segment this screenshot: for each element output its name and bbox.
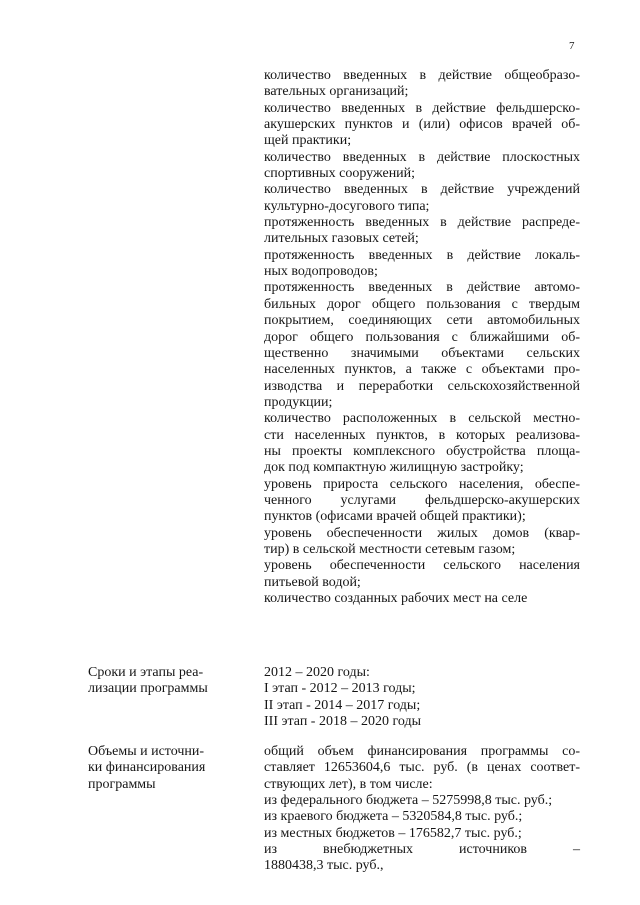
text-line: пунктов (офисами врачей общей практики); xyxy=(264,509,526,525)
text-line: изводства и переработки сельскохозяйственной xyxy=(264,378,580,394)
text-line: из краевого бюджета – 5320584,8 тыс. руб.; xyxy=(264,809,523,825)
text-line: населенных пунктов, а также с объектами про- xyxy=(264,362,580,378)
text-line: дорог общего пользования с ближайшими об- xyxy=(264,329,580,345)
text-line: из федерального бюджета – 5275998,8 тыс. руб.; xyxy=(264,793,553,809)
text-line: уровень обеспеченности жилых домов (квар- xyxy=(264,525,580,541)
terms-value xyxy=(264,665,580,730)
text-line: количество введенных в действие фельдшерско- xyxy=(264,100,580,116)
text-line: программы xyxy=(88,776,156,792)
text-line: бильных дорог общего пользования с твердым xyxy=(264,296,580,312)
text-line: щественно значимыми объектами сельских xyxy=(264,345,580,361)
text-line: питьевой водой; xyxy=(264,574,361,590)
text-line: количество введенных в действие общеобразо- xyxy=(264,68,580,83)
text-line: Сроки и этапы реа- xyxy=(88,665,204,680)
text-line: общий объем финансирования программы со- xyxy=(264,744,580,759)
text-line: ны проекты комплексного обустройства площа- xyxy=(264,443,580,459)
text-line: ченного услугами фельдшерско-акушерских xyxy=(264,492,580,508)
funding-value xyxy=(264,744,580,875)
text-line: количество введенных в действие плоскостных xyxy=(264,149,580,165)
text-line: культурно-досугового типа; xyxy=(264,198,430,214)
text-line: протяженность введенных в действие автомо- xyxy=(264,280,580,296)
indicators-list xyxy=(264,68,580,607)
text-line: ных водопроводов; xyxy=(264,264,378,280)
text-line: протяженность введенных в действие локаль- xyxy=(264,247,580,263)
text-line: количество введенных в действие учреждений xyxy=(264,182,580,198)
text-line: лизации программы xyxy=(88,681,208,697)
page-number: 7 xyxy=(569,40,575,52)
text-line: покрытием, соединяющих сети автомобильных xyxy=(264,313,580,329)
text-line: вательных организаций; xyxy=(264,84,409,100)
text-line: из внебюджетных источников – xyxy=(264,842,580,858)
text-line: ки финансирования xyxy=(88,760,206,776)
text-line: III этап - 2018 – 2020 годы xyxy=(264,714,421,730)
text-line: количество расположенных в сельской местно- xyxy=(264,411,580,427)
text-line: II этап - 2014 – 2017 годы; xyxy=(264,697,421,713)
text-line: уровень обеспеченности сельского населения xyxy=(264,558,580,574)
text-line: спортивных сооружений; xyxy=(264,166,416,182)
text-line: протяженность введенных в действие распреде- xyxy=(264,215,580,231)
text-line: щей практики; xyxy=(264,133,352,149)
text-line: продукции; xyxy=(264,394,333,410)
text-line: 1880438,3 тыс. руб., xyxy=(264,858,384,874)
text-line: док под компактную жилищную застройку; xyxy=(264,460,524,476)
text-line: 2012 – 2020 годы: xyxy=(264,665,370,680)
text-line: лительных газовых сетей; xyxy=(264,231,419,247)
text-line: количество созданных рабочих мест на селе xyxy=(264,591,528,606)
terms-label xyxy=(88,665,248,698)
text-line: I этап - 2012 – 2013 годы; xyxy=(264,681,416,697)
text-line: акушерских пунктов и (или) офисов врачей об- xyxy=(264,117,580,133)
text-line: уровень прироста сельского населения, обеспе- xyxy=(264,476,580,492)
text-line: ствующих лет), в том числе: xyxy=(264,776,433,792)
text-line: из местных бюджетов – 176582,7 тыс. руб.; xyxy=(264,825,522,841)
text-line: тир) в сельской местности сетевым газом; xyxy=(264,541,516,557)
funding-label xyxy=(88,744,248,793)
text-line: ставляет 12653604,6 тыс. руб. (в ценах соответ- xyxy=(264,760,580,776)
text-line: сти населенных пунктов, в которых реализова- xyxy=(264,427,580,443)
text-line: Объемы и источни- xyxy=(88,744,205,759)
